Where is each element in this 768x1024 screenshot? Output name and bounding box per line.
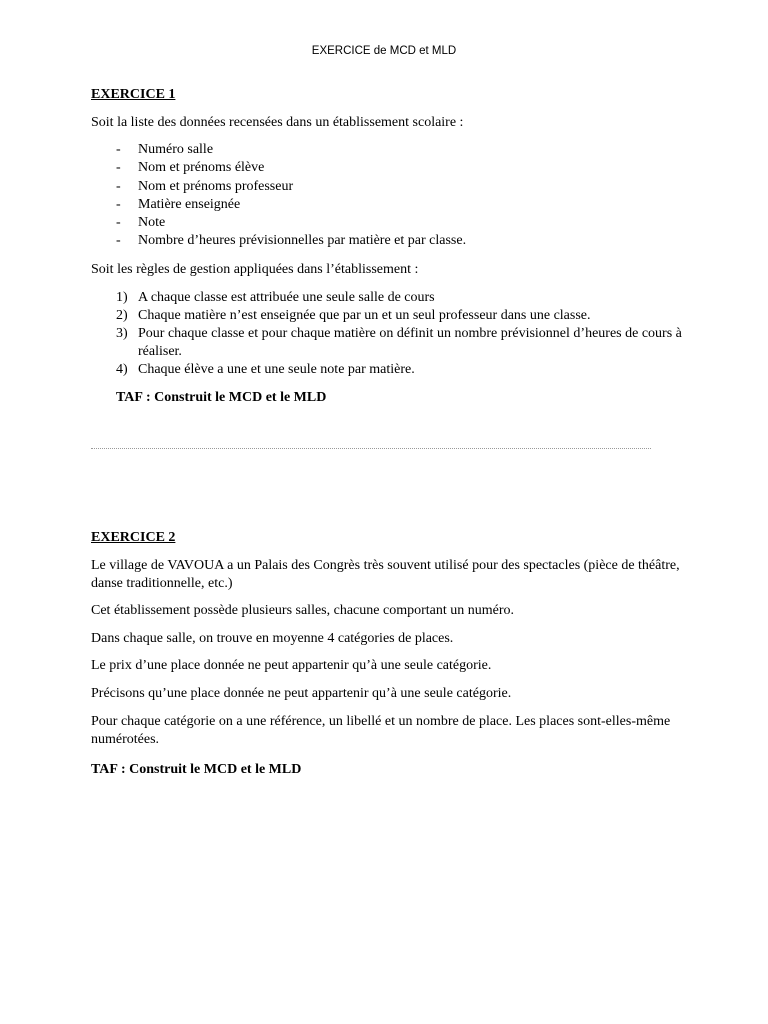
list-item: - Nom et prénoms professeur <box>116 178 466 196</box>
exercise2-paragraph: Le village de VAVOUA a un Palais des Congrès très souvent utilisé pour des spectacles (pièce de théâtre, danse traditionnelle, etc.) <box>91 558 680 591</box>
exercise2-paragraph: Dans chaque salle, on trouve en moyenne 4 catégories de places. <box>91 631 454 646</box>
rule-item <box>116 289 686 307</box>
rule-item <box>116 307 686 325</box>
rule-item <box>116 361 686 379</box>
exercise2-task: TAF : Construit le MCD et le MLD <box>91 762 302 777</box>
rule-number: 1) <box>116 290 128 305</box>
exercise2-paragraph: Cet établissement possède plusieurs salles, chacune comportant un numéro. <box>91 603 515 618</box>
rules-intro: Soit les règles de gestion appliquées dans l’établissement : <box>91 262 419 277</box>
list-item: - Matière enseignée <box>116 196 466 214</box>
rule-text: Chaque matière n’est enseignée que par un et un seul professeur dans une classe. <box>138 308 591 323</box>
rule-item <box>116 325 686 361</box>
exercise1-heading: EXERCICE 1 <box>91 87 176 102</box>
dotted-separator <box>91 448 651 449</box>
list-item: - Note <box>116 214 466 232</box>
exercise1-task: TAF : Construit le MCD et le MLD <box>116 390 327 405</box>
page-header: EXERCICE de MCD et MLD <box>311 45 457 57</box>
list-item: - Nombre d’heures prévisionnelles par matière et par classe. <box>116 232 466 250</box>
exercise1-intro: Soit la liste des données recensées dans un établissement scolaire : <box>91 115 464 130</box>
exercise2-paragraph: Le prix d’une place donnée ne peut appartenir qu’à une seule catégorie. <box>91 658 492 673</box>
rule-number: 4) <box>116 362 128 377</box>
rules-list <box>116 289 686 379</box>
data-list <box>116 141 466 251</box>
exercise2-paragraph: Précisons qu’une place donnée ne peut appartenir qu’à une seule catégorie. <box>91 686 512 701</box>
rule-text: Chaque élève a une et une seule note par matière. <box>138 362 415 377</box>
exercise2-paragraph: Pour chaque catégorie on a une référence, un libellé et un nombre de place. Les places sont-elles-même numérotées. <box>91 714 671 747</box>
exercise2-heading: EXERCICE 2 <box>91 530 176 545</box>
list-item: - Nom et prénoms élève <box>116 159 466 177</box>
rule-number: 3) <box>116 326 128 341</box>
rule-text: Pour chaque classe et pour chaque matière on définit un nombre prévisionnel d’heures de cours à réaliser. <box>138 326 682 359</box>
list-item: - Numéro salle <box>116 141 466 159</box>
rule-text: A chaque classe est attribuée une seule salle de cours <box>138 290 435 305</box>
rule-number: 2) <box>116 308 128 323</box>
